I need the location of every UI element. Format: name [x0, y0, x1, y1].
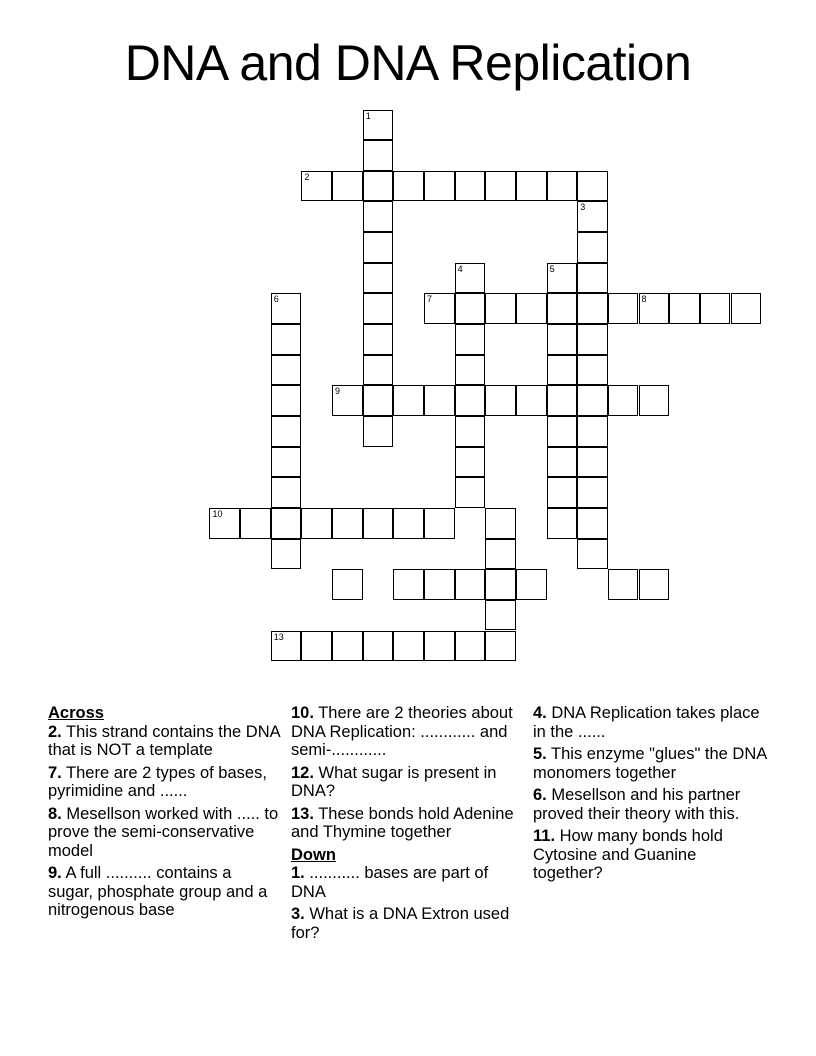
- clue-number: 13.: [291, 804, 314, 823]
- grid-cell[interactable]: [209, 508, 240, 539]
- clue-number: 1.: [291, 864, 305, 882]
- grid-cell[interactable]: [455, 477, 486, 508]
- grid-cell[interactable]: [639, 385, 670, 416]
- clue-down-6: [533, 786, 769, 823]
- grid-cell[interactable]: [639, 293, 670, 324]
- clue-text: What sugar is present in DNA?: [291, 763, 497, 800]
- grid-cell[interactable]: [363, 110, 394, 141]
- clue-number: 2.: [48, 722, 62, 741]
- clue-number-label: 5: [549, 263, 555, 274]
- clue-across-8: [48, 805, 280, 861]
- grid-cell[interactable]: [332, 569, 363, 600]
- clue-number: 10.: [291, 704, 314, 722]
- grid-cell[interactable]: [577, 293, 608, 324]
- grid-cell[interactable]: [577, 355, 608, 386]
- grid-cell[interactable]: [332, 171, 363, 202]
- grid-cell[interactable]: [577, 324, 608, 355]
- clue-number-label: 3: [580, 202, 586, 213]
- clue-text: Mesellson worked with ..... to prove the semi-conservative model: [48, 804, 279, 860]
- grid-cell[interactable]: [455, 569, 486, 600]
- grid-cell[interactable]: [363, 293, 394, 324]
- clue-down-5: [533, 745, 769, 782]
- grid-cell[interactable]: [577, 508, 608, 539]
- grid-cell[interactable]: [669, 293, 700, 324]
- clue-number: 4.: [533, 704, 547, 722]
- clue-number-label: 6: [273, 294, 279, 305]
- clue-text: There are 2 theories about DNA Replication: ............ and semi-............: [291, 704, 513, 759]
- grid-cell[interactable]: [301, 508, 332, 539]
- grid-cell[interactable]: [271, 385, 302, 416]
- grid-cell[interactable]: [424, 385, 455, 416]
- clue-across-13: [291, 805, 515, 842]
- grid-cell[interactable]: [455, 293, 486, 324]
- grid-cell[interactable]: [608, 385, 639, 416]
- grid-cell[interactable]: [608, 569, 639, 600]
- grid-cell[interactable]: [424, 631, 455, 662]
- clue-down-4: [533, 704, 769, 741]
- clue-text: How many bonds hold Cytosine and Guanine together?: [533, 827, 723, 882]
- grid-cell[interactable]: [301, 631, 332, 662]
- page-title: DNA and DNA Replication: [124, 35, 692, 91]
- grid-cell[interactable]: [547, 263, 578, 294]
- grid-cell[interactable]: [547, 477, 578, 508]
- clues-column-1: [48, 702, 280, 924]
- grid-cell[interactable]: [639, 569, 670, 600]
- grid-cell[interactable]: [577, 201, 608, 232]
- clue-number: 12.: [291, 763, 314, 782]
- grid-cell[interactable]: [393, 508, 424, 539]
- grid-cell[interactable]: [547, 293, 578, 324]
- grid-cell[interactable]: [547, 355, 578, 386]
- grid-cell[interactable]: [455, 447, 486, 478]
- clue-across-7: [48, 764, 280, 801]
- grid-cell[interactable]: [577, 416, 608, 447]
- grid-cell[interactable]: [516, 569, 547, 600]
- grid-cell[interactable]: [393, 171, 424, 202]
- grid-cell[interactable]: [455, 171, 486, 202]
- grid-cell[interactable]: [332, 385, 363, 416]
- grid-cell[interactable]: [731, 293, 762, 324]
- grid-cell[interactable]: [240, 508, 271, 539]
- grid-cell[interactable]: [547, 416, 578, 447]
- grid-cell[interactable]: [363, 171, 394, 202]
- grid-cell[interactable]: [271, 631, 302, 662]
- grid-cell[interactable]: [547, 508, 578, 539]
- grid-cell[interactable]: [424, 171, 455, 202]
- grid-cell[interactable]: [424, 293, 455, 324]
- grid-cell[interactable]: [577, 477, 608, 508]
- grid-cell[interactable]: [332, 508, 363, 539]
- clue-down-11: [533, 827, 769, 883]
- clue-number: 6.: [533, 786, 547, 804]
- grid-cell[interactable]: [363, 631, 394, 662]
- clue-text: What is a DNA Extron used for?: [291, 905, 510, 942]
- grid-cell[interactable]: [363, 416, 394, 447]
- clues-column-3: [533, 702, 769, 887]
- clue-number-label: 4: [457, 263, 463, 274]
- grid-cell[interactable]: [271, 355, 302, 386]
- grid-cell[interactable]: [547, 447, 578, 478]
- clue-across-12: [291, 764, 515, 801]
- clue-text: A full .......... contains a sugar, phosphate group and a nitrogenous base: [48, 864, 268, 919]
- grid-cell[interactable]: [363, 201, 394, 232]
- clue-number: 8.: [48, 804, 62, 823]
- grid-cell[interactable]: [577, 539, 608, 570]
- grid-cell[interactable]: [271, 324, 302, 355]
- grid-cell[interactable]: [516, 171, 547, 202]
- clue-text: This strand contains the DNA that is NOT a template: [48, 722, 280, 759]
- grid-cell[interactable]: [485, 171, 516, 202]
- grid-cell[interactable]: [485, 600, 516, 631]
- grid-cell[interactable]: [700, 293, 731, 324]
- clue-number: 11.: [533, 827, 556, 845]
- clue-number: 9.: [48, 864, 62, 882]
- clue-number-label: 13: [273, 631, 284, 642]
- grid-cell[interactable]: [485, 293, 516, 324]
- grid-cell[interactable]: [485, 539, 516, 570]
- grid-cell[interactable]: [332, 631, 363, 662]
- grid-cell[interactable]: [547, 171, 578, 202]
- grid-cell[interactable]: [271, 477, 302, 508]
- grid-cell[interactable]: [393, 385, 424, 416]
- grid-cell[interactable]: [577, 263, 608, 294]
- grid-cell[interactable]: [577, 447, 608, 478]
- clue-text: There are 2 types of bases, pyrimidine and ......: [48, 763, 267, 800]
- clues-column-2: [291, 702, 515, 946]
- grid-cell[interactable]: [363, 355, 394, 386]
- grid-cell[interactable]: [363, 508, 394, 539]
- grid-cell[interactable]: [271, 508, 302, 539]
- clue-number-label: 7: [427, 294, 433, 305]
- grid-cell[interactable]: [547, 324, 578, 355]
- clue-number-label: 8: [641, 294, 647, 305]
- grid-cell[interactable]: [485, 631, 516, 662]
- clue-across-2: [48, 723, 280, 760]
- grid-cell[interactable]: [516, 385, 547, 416]
- grid-cell[interactable]: [547, 385, 578, 416]
- clue-text: Mesellson and his partner proved their theory with this.: [533, 786, 741, 823]
- grid-cell[interactable]: [363, 140, 394, 171]
- clue-text: This enzyme "glues" the DNA monomers together: [533, 745, 767, 782]
- grid-cell[interactable]: [455, 355, 486, 386]
- clue-text: ........... bases are part of DNA: [291, 864, 489, 901]
- grid-cell[interactable]: [424, 508, 455, 539]
- clue-number-label: 1: [365, 110, 371, 121]
- across-heading: Across: [48, 704, 104, 722]
- grid-cell[interactable]: [363, 263, 394, 294]
- clue-across-10: [291, 704, 515, 760]
- grid-cell[interactable]: [455, 416, 486, 447]
- clue-text: DNA Replication takes place in the ......: [533, 704, 760, 741]
- grid-cell[interactable]: [485, 508, 516, 539]
- grid-cell[interactable]: [301, 171, 332, 202]
- clue-text: These bonds hold Adenine and Thymine together: [291, 804, 514, 841]
- grid-cell[interactable]: [363, 324, 394, 355]
- grid-cell[interactable]: [577, 385, 608, 416]
- grid-cell[interactable]: [485, 569, 516, 600]
- grid-cell[interactable]: [485, 385, 516, 416]
- grid-cell[interactable]: [455, 631, 486, 662]
- grid-cell[interactable]: [271, 293, 302, 324]
- grid-cell[interactable]: [577, 171, 608, 202]
- grid-cell[interactable]: [393, 569, 424, 600]
- clue-down-1: [291, 864, 515, 901]
- grid-cell[interactable]: [363, 385, 394, 416]
- clue-number: 7.: [48, 763, 62, 782]
- grid-cell[interactable]: [393, 631, 424, 662]
- grid-cell[interactable]: [455, 385, 486, 416]
- clue-number: 5.: [533, 745, 547, 763]
- grid-cell[interactable]: [271, 447, 302, 478]
- clue-down-3: [291, 905, 515, 942]
- clue-across-9: [48, 864, 280, 920]
- clue-number-label: 2: [304, 171, 310, 182]
- grid-cell[interactable]: [577, 232, 608, 263]
- clue-number: 3.: [291, 905, 305, 923]
- grid-cell[interactable]: [516, 293, 547, 324]
- grid-cell[interactable]: [424, 569, 455, 600]
- clue-number-label: 9: [335, 386, 341, 397]
- grid-cell[interactable]: [455, 324, 486, 355]
- clue-number-label: 10: [212, 508, 223, 519]
- grid-cell[interactable]: [271, 416, 302, 447]
- grid-cell[interactable]: [608, 293, 639, 324]
- grid-cell[interactable]: [271, 539, 302, 570]
- down-heading: Down: [291, 845, 336, 864]
- grid-cell[interactable]: [363, 232, 394, 263]
- grid-cell[interactable]: [455, 263, 486, 294]
